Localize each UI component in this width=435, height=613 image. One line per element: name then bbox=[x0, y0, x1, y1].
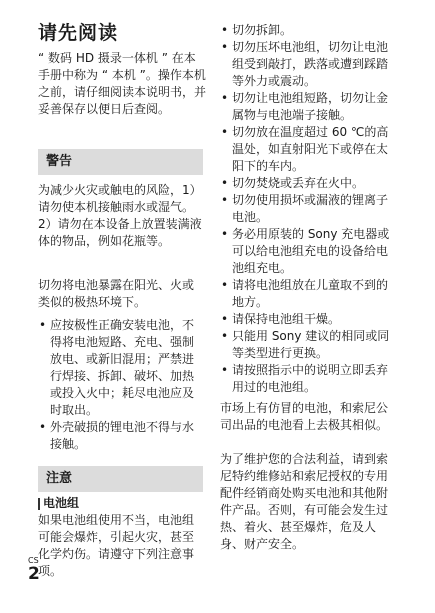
purchase-advice: 为了维护您的合法利益，请到索尼特约维修站和索尼授权的专用配件经销商处购买电池和其他附件产品。否则，有可能会发生过热、着火、甚至爆炸，危及人身、财产安全。 bbox=[220, 452, 389, 551]
page-language-code: CS bbox=[28, 556, 39, 565]
subheading-marker bbox=[38, 498, 40, 510]
page-number-value: 2 bbox=[28, 564, 40, 584]
precaution-item: • 请将电池组放在儿童取不到的地方。 bbox=[220, 277, 398, 311]
precaution-item: • 切勿放在温度超过 60 ℃的高温处，如直射阳光下或停在太阳下的车内。 bbox=[220, 124, 398, 175]
precaution-item: • 只能用 Sony 建议的相同或同等类型进行更换。 bbox=[220, 328, 398, 362]
counterfeit-notice: 市场上有仿冒的电池，和索尼公司出品的电池看上去极其相似。 bbox=[220, 401, 389, 432]
precaution-item: • 切勿焚烧或丢弃在火中。 bbox=[220, 175, 398, 192]
warning-paragraph-2: 切勿将电池暴露在阳光、火或类似的极热环境下。 bbox=[38, 278, 195, 309]
warning-bullet-item: • 外壳破损的锂电池不得与水接触。 bbox=[38, 419, 203, 453]
page-title: 请先阅读 bbox=[38, 22, 119, 44]
warning-bullet-item: • 应按极性正确安装电池，不得将电池短路、充电、强制放电、或新旧混用；严禁进行焊接、拆卸、破坏、加热或投入火中；耗尽电池应及时取出。 bbox=[38, 317, 203, 419]
precaution-item: • 切勿拆卸。 bbox=[220, 22, 398, 39]
battery-precautions-list bbox=[220, 22, 398, 396]
warning-heading: 警告 bbox=[38, 149, 203, 175]
caution-paragraph: 如果电池组使用不当，电池组可能会爆炸，引起火灾，甚至化学灼伤。请遵守下列注意事项。 bbox=[38, 513, 195, 578]
precaution-item: • 请保持电池组干燥。 bbox=[220, 311, 398, 328]
precaution-item: • 切勿压坏电池组，切勿让电池组受到敲打，跌落或遭到踩踏等外力或震动。 bbox=[220, 39, 398, 90]
battery-subheading bbox=[38, 495, 79, 512]
precaution-item: • 切勿使用损坏或漏液的锂离子电池。 bbox=[220, 192, 398, 226]
battery-subheading-label: 电池组 bbox=[43, 496, 80, 510]
page-number bbox=[28, 557, 40, 583]
intro-paragraph: “ 数码 HD 摄录一体机 ” 在本手册中称为 “ 本机 ”。操作本机之前，请仔细阅读本说明书，并妥善保存以便日后查阅。 bbox=[38, 51, 207, 116]
precaution-item: • 切勿让电池组短路，切勿让金属物与电池端子接触。 bbox=[220, 90, 398, 124]
precaution-item: • 请按照指示中的说明立即丢弃用过的电池组。 bbox=[220, 362, 398, 396]
precaution-item: • 务必用原装的 Sony 充电器或可以给电池组充电的设备给电池组充电。 bbox=[220, 226, 398, 277]
warning-bullet-list bbox=[38, 317, 203, 453]
warning-paragraph-1: 为减少火灾或触电的风险，1）请勿使本机接触雨水或湿气。2）请勿在本设备上放置装满液体的物品，例如花瓶等。 bbox=[38, 183, 202, 248]
caution-heading: 注意 bbox=[38, 466, 203, 492]
